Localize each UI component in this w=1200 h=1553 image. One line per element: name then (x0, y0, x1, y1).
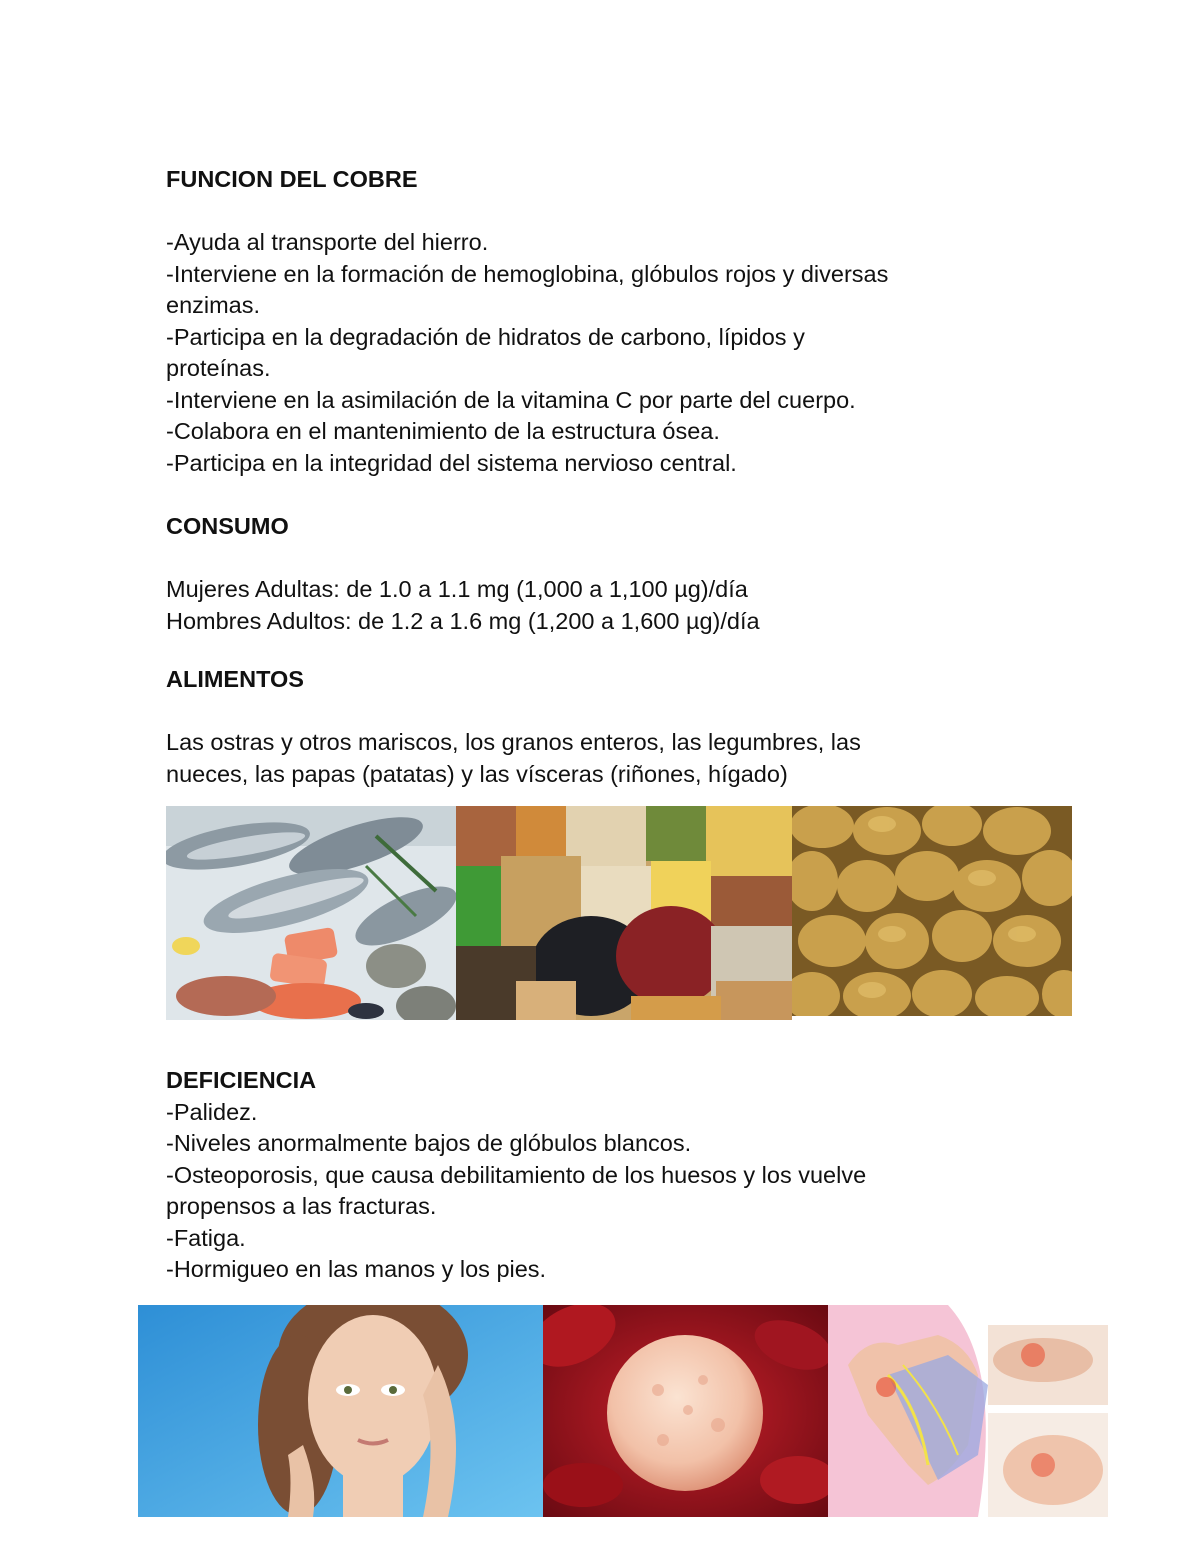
funcion-line: -Ayuda al transporte del hierro. (166, 229, 489, 255)
deficiencia-title: DEFICIENCIA (166, 1067, 317, 1093)
seafood-photo (166, 806, 456, 1020)
consumo-section (166, 511, 1066, 637)
funcion-line: -Interviene en la asimilación de la vitamina C por parte del cuerpo. (166, 386, 856, 413)
funcion-title: FUNCION DEL COBRE (166, 166, 418, 192)
alimentos-title: ALIMENTOS (166, 666, 304, 692)
deficiencia-line: -Osteoporosis, que causa debilitamiento de los huesos y los vuelve (166, 1161, 867, 1188)
funcion-line: -Participa en la degradación de hidratos de carbono, lípidos y (166, 323, 805, 350)
alimentos-line: Las ostras y otros mariscos, los granos enteros, las legumbres, las (166, 729, 861, 755)
potatoes-photo (792, 806, 1072, 1016)
consumo-title: CONSUMO (166, 513, 289, 539)
deficiencia-section (166, 1065, 1066, 1286)
consumo-line: Hombres Adultos: de 1.2 a 1.6 mg (1,200 a 1,600 µg)/día (166, 607, 760, 634)
tingling-hands-feet-photo (828, 1305, 1108, 1517)
pale-woman-photo (138, 1305, 543, 1517)
funcion-section (166, 164, 1066, 479)
deficiencia-line: propensos a las fracturas. (166, 1193, 437, 1219)
deficiencia-line: -Fatiga. (166, 1224, 246, 1251)
consumo-line: Mujeres Adultas: de 1.0 a 1.1 mg (1,000 a 1,100 µg)/día (166, 576, 748, 602)
funcion-line: enzimas. (166, 292, 261, 318)
alimentos-line: nueces, las papas (patatas) y las vísceras (riñones, hígado) (166, 760, 788, 787)
deficiencia-line: -Palidez. (166, 1098, 258, 1125)
alimentos-section (166, 664, 1066, 790)
funcion-line: -Colabora en el mantenimiento de la estructura ósea. (166, 418, 720, 444)
deficiencia-line: -Hormigueo en las manos y los pies. (166, 1256, 547, 1282)
funcion-line: -Participa en la integridad del sistema nervioso central. (166, 449, 737, 476)
funcion-line: proteínas. (166, 355, 271, 381)
deficiencia-line: -Niveles anormalmente bajos de glóbulos blancos. (166, 1130, 692, 1156)
funcion-line: -Interviene en la formación de hemoglobina, glóbulos rojos y diversas (166, 260, 889, 287)
legumes-grains-photo (456, 806, 792, 1020)
white-blood-cell-photo (543, 1305, 828, 1517)
